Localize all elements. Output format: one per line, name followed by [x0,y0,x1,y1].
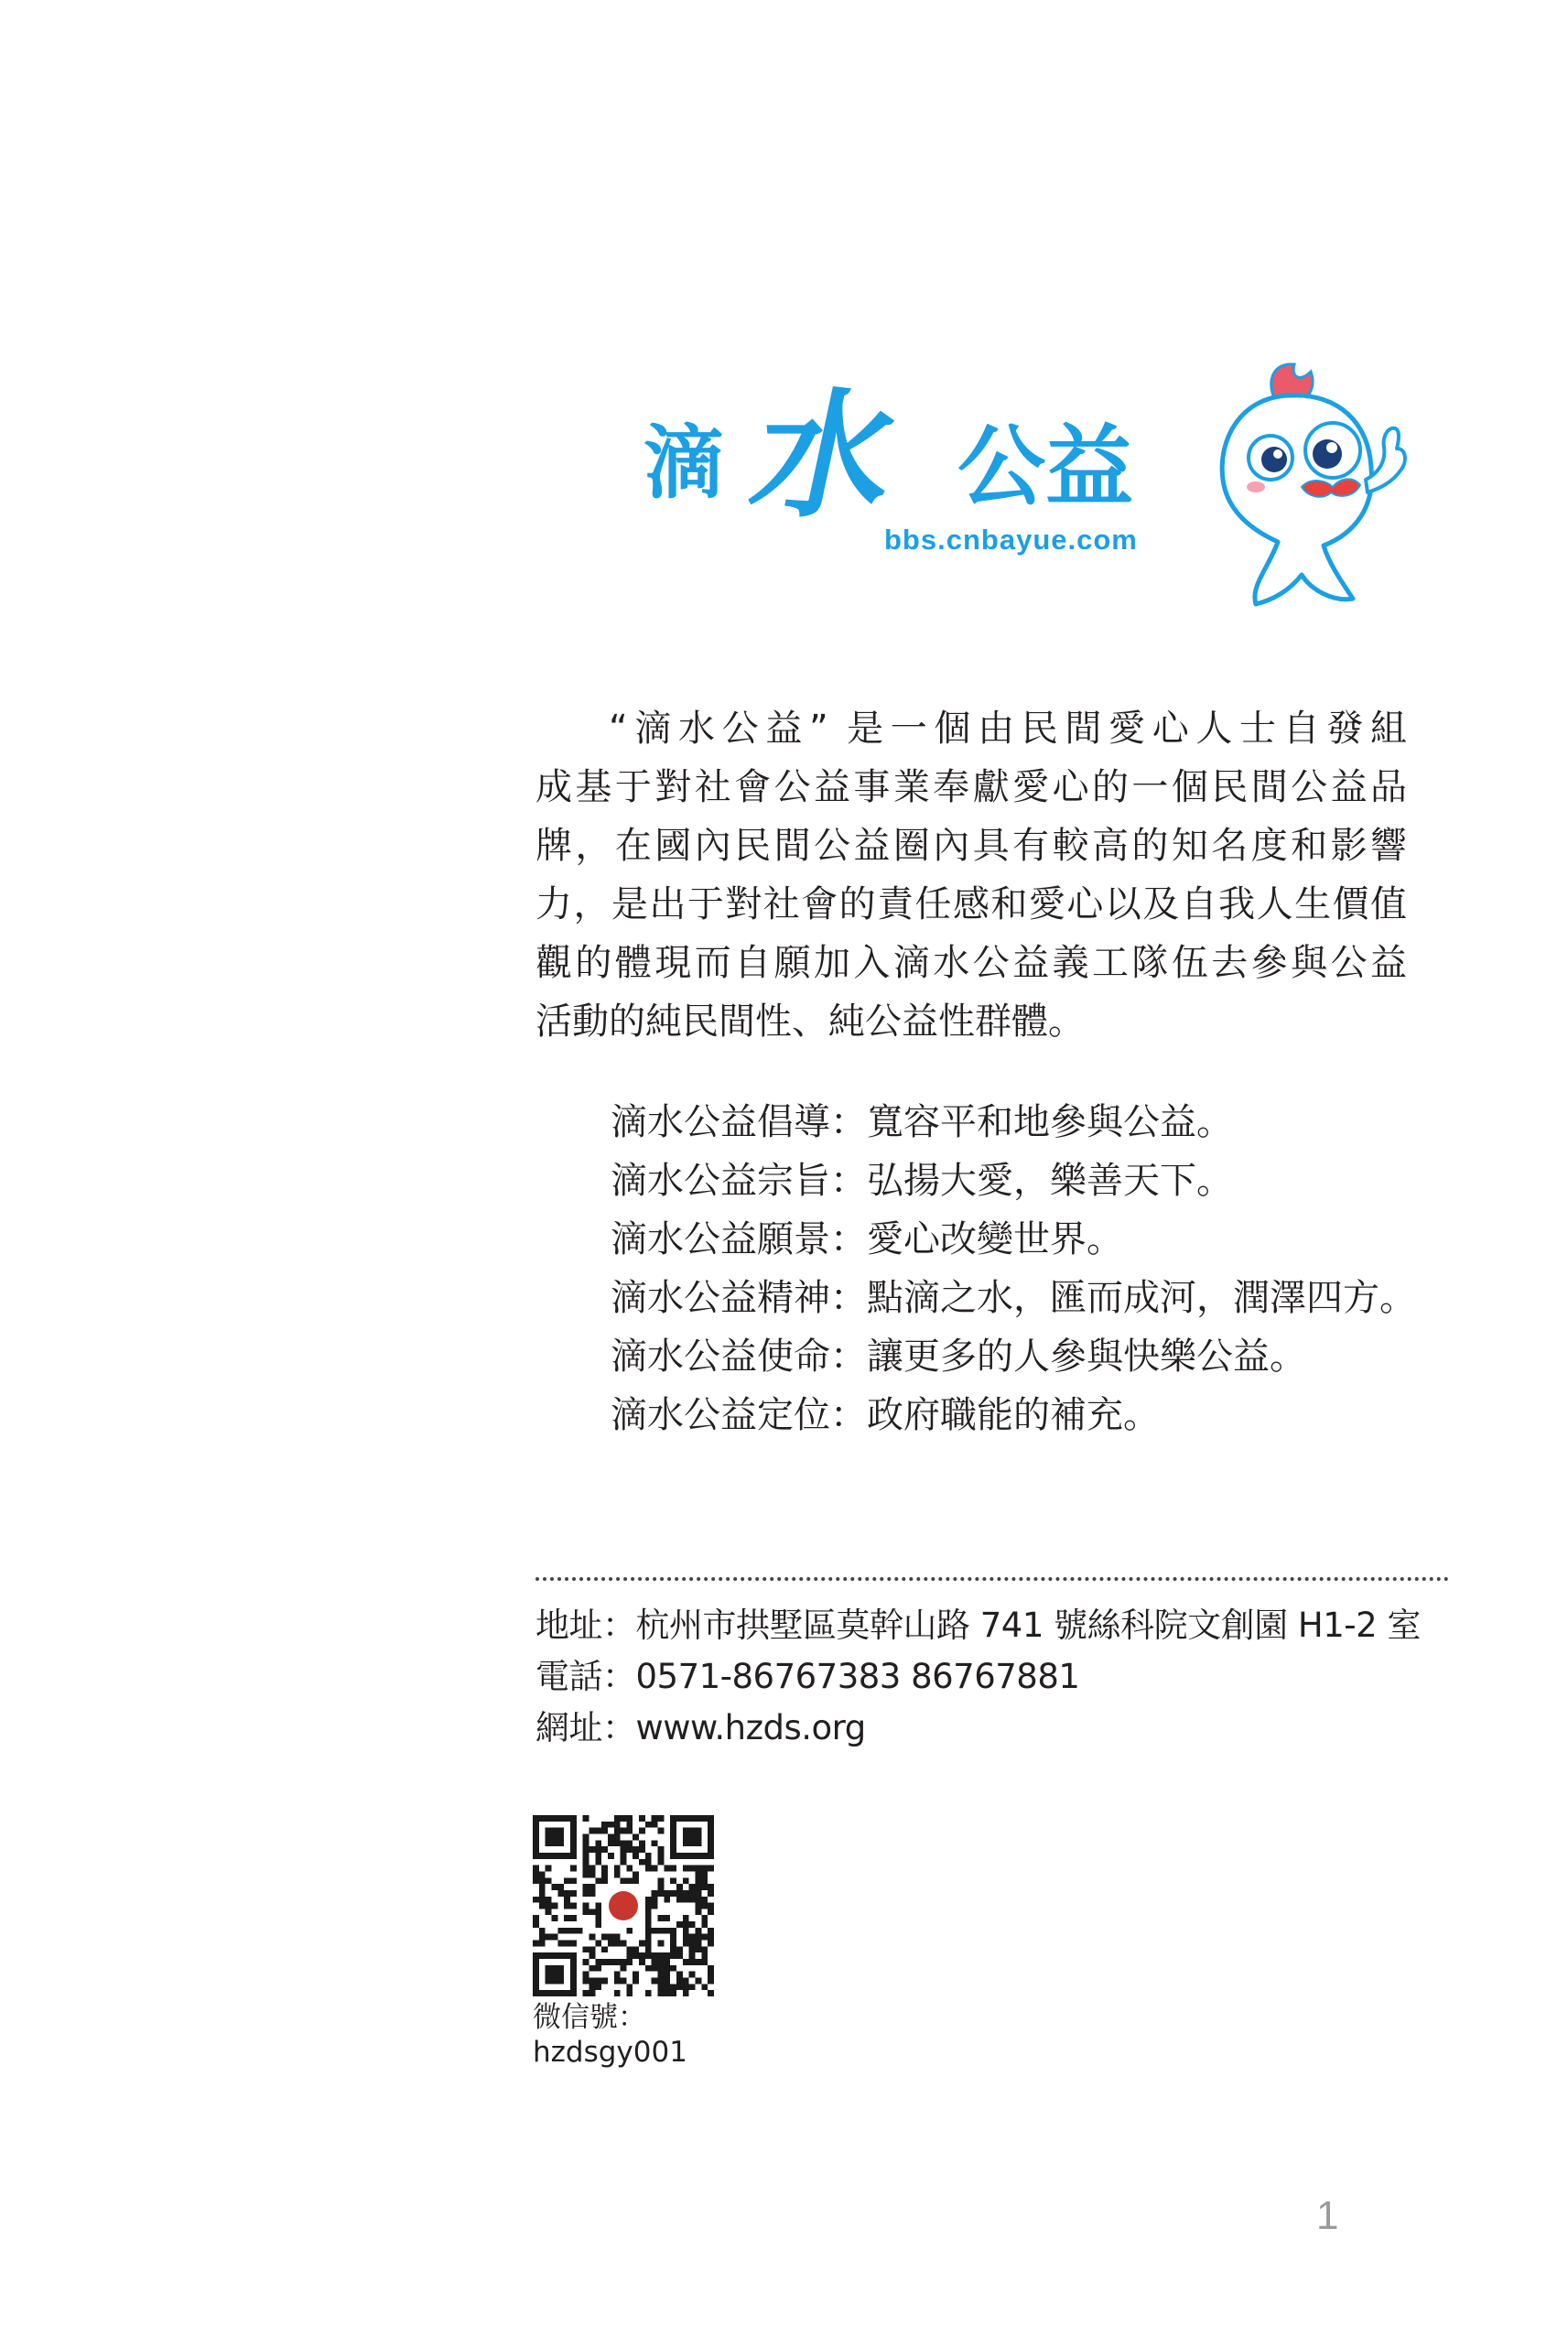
principle-advocacy: 滴水公益倡導：寬容平和地參與公益。 [611,1101,1233,1143]
contact-website: 網址：www.hzds.org [535,1708,866,1747]
logo-char-gongyi: 公益 [957,416,1133,518]
logo-char-di: 滴 [643,416,725,510]
principles-list [611,1093,1416,1444]
contact-address: 地址：杭州市拱墅區莫幹山路 741 號絲科院文創園 H1-2 室 [535,1606,1421,1645]
page-number: 1 [1316,2193,1339,2238]
intro-line: 牌，在國內民間公益圈內具有較高的知名度和影響 [535,825,1407,867]
logo-char-shui: 水 [739,377,911,536]
contact-info [535,1600,1421,1754]
qr-center-logo [609,1891,638,1920]
mascot-cheek [1247,481,1265,492]
intro-line: 成基于對社會公益事業奉獻愛心的一個民間公益品 [535,766,1407,808]
contact-phone: 電話：0571-86767383 86767881 [535,1657,1080,1696]
wechat-info [533,2000,687,2070]
dotted-divider [535,1577,1449,1581]
principle-purpose: 滴水公益宗旨：弘揚大愛，樂善天下。 [611,1160,1233,1202]
wechat-label: 微信號： [533,2001,646,2034]
logo-url: bbs.cnbayue.com [884,524,1138,556]
principle-mission: 滴水公益使命：讓更多的人參與快樂公益。 [611,1336,1306,1378]
intro-line: 力，是出于對社會的責任感和愛心以及自我人生價值 [535,883,1407,925]
wechat-id: hzdsgy001 [533,2036,687,2069]
mascot-icon [1205,359,1410,615]
principle-positioning: 滴水公益定位：政府職能的補充。 [611,1394,1160,1436]
intro-line: 活動的純民間性、純公益性群體。 [535,1000,1085,1043]
principle-vision: 滴水公益願景：愛心改變世界。 [611,1218,1123,1260]
intro-paragraph [535,699,1407,1051]
wechat-qr-code [533,1815,714,1996]
intro-line: “滴水公益” 是一個由民間愛心人士自發組 [609,708,1407,750]
principle-spirit: 滴水公益精神：點滴之水，匯而成河，潤澤四方。 [611,1277,1416,1319]
intro-line: 觀的體現而自願加入滴水公益義工隊伍去參與公益 [535,942,1407,984]
